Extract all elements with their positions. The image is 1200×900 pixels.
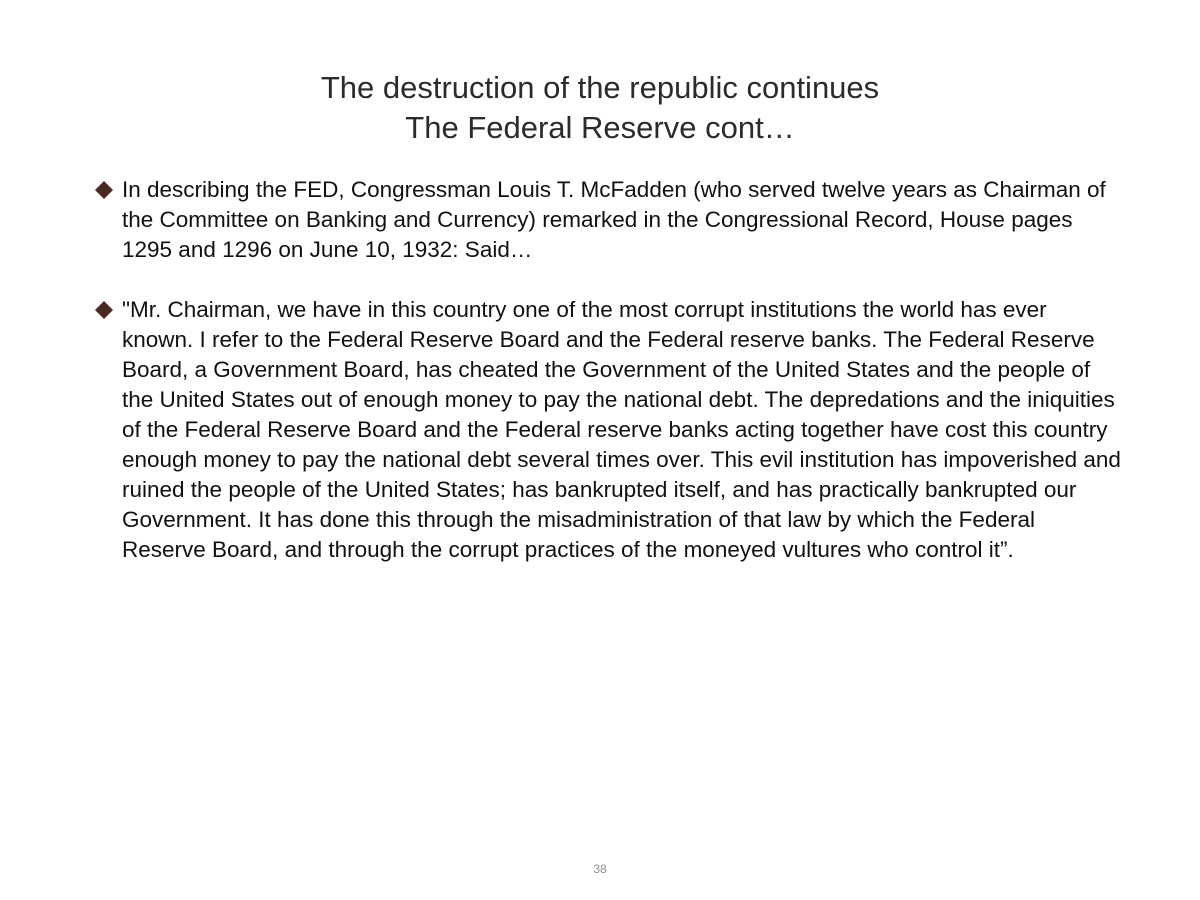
diamond-bullet-icon	[94, 180, 114, 200]
slide-body	[92, 175, 1122, 565]
slide-title	[0, 68, 1200, 148]
bullet-item	[92, 175, 1122, 265]
bullet-item	[92, 295, 1122, 565]
title-line-1: The destruction of the republic continues	[320, 70, 880, 105]
page-number: 38	[593, 862, 607, 876]
diamond-bullet-icon	[94, 300, 114, 320]
bullet-text: In describing the FED, Congressman Louis T. McFadden (who served twelve years as Chairman of the Committee on Banking and Currency) remarked in the Congressional Record, House pages 1295 and 1296 on June 10, 1932: Said…	[122, 177, 1106, 262]
title-line-2: The Federal Reserve cont…	[405, 110, 795, 145]
bullet-text: "Mr. Chairman, we have in this country one of the most corrupt institutions the world has ever known. I refer to the Federal Reserve Board and the Federal reserve banks. The Federal Reserve Board, a Government Board, has cheated the Government of the United States and the people of the United States out of enough money to pay the national debt. The depredations and the iniquities of the Federal Reserve Board and the Federal reserve banks acting together have cost this country enough money to pay the national debt several times over. This evil institution has impoverished and ruined the people of the United States; has bankrupted itself, and has practically bankrupted our Government. It has done this through the misadministration of that law by which the Federal Reserve Board, and through the corrupt practices of the moneyed vultures who control it”.	[122, 297, 1121, 562]
